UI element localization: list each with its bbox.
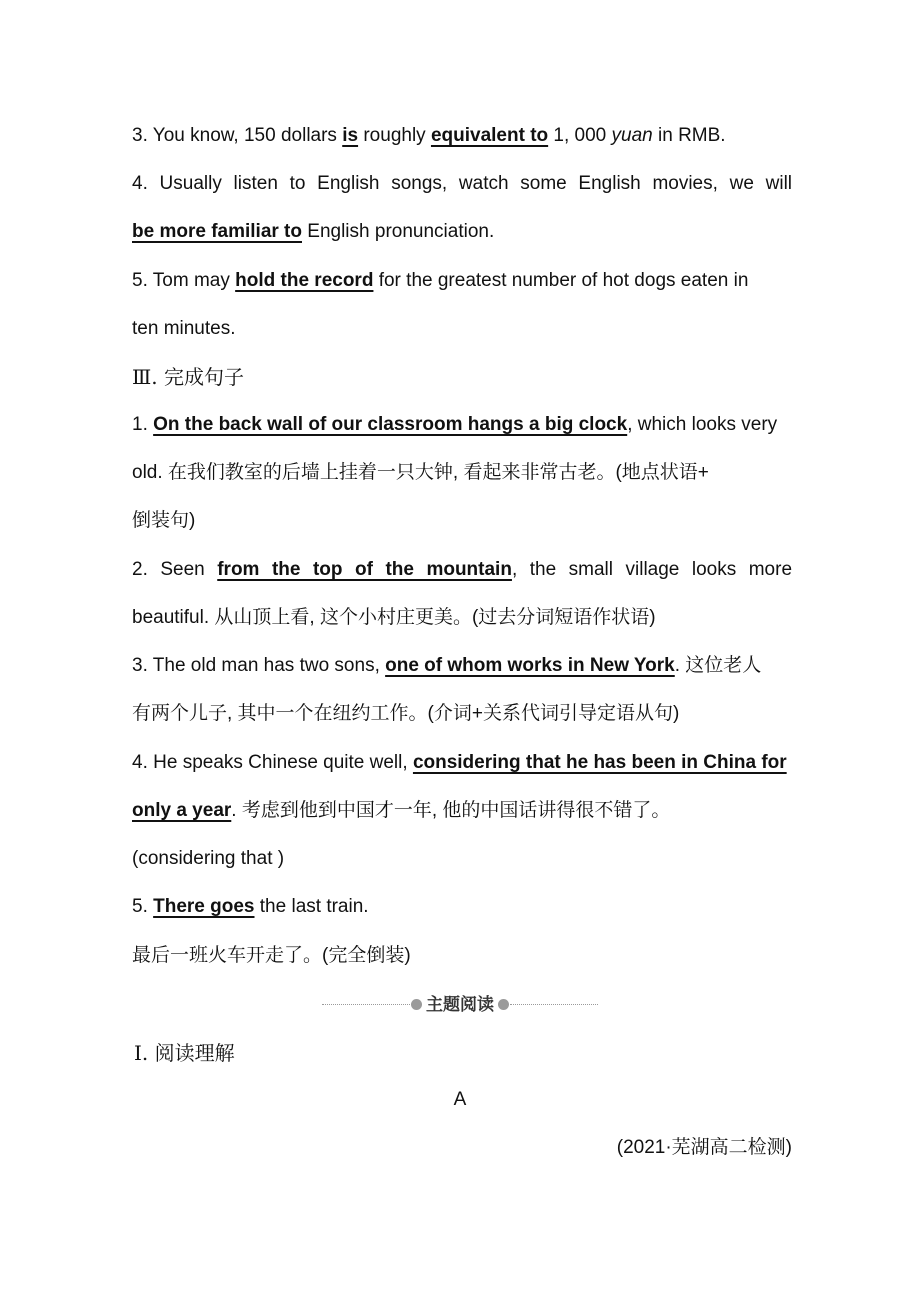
exercise-line-2-5b: ten minutes. <box>132 318 236 339</box>
sentence-2-line-b: beautiful. 从山顶上看, 这个小村庄更美。(过去分词短语作状语) <box>132 607 656 628</box>
exercise-line-2-4b: be more familiar to English pronunciation. <box>132 221 495 242</box>
answer-hold-the-record: hold the record <box>235 270 374 291</box>
passage-label: A <box>453 1089 467 1110</box>
divider-rule-left <box>322 1004 410 1005</box>
sentence-3-line-b: 有两个儿子, 其中一个在纽约工作。(介词+关系代词引导定语从句) <box>132 703 680 724</box>
sentence-4-line-b: only a year. 考虑到他到中国才一年, 他的中国话讲得很不错了。 <box>132 800 671 821</box>
answer-be-more-familiar-to: be more familiar to <box>132 221 302 242</box>
sentence-1-line-c: 倒装句) <box>132 510 196 531</box>
sentence-1-line-a: 1. On the back wall of our classroom hangs a big clock, which looks very <box>132 414 778 435</box>
sentence-5-line-b: 最后一班火车开走了。(完全倒装) <box>132 945 411 966</box>
sentence-1-line-b: old. 在我们教室的后墙上挂着一只大钟, 看起来非常古老。(地点状语+ <box>132 462 709 483</box>
passage-source: (2021·芜湖高二检测) <box>616 1137 792 1158</box>
sentence-2-line-a: 2. Seen from the top of the mountain, the small village looks more <box>132 559 793 580</box>
answer-4-part-b: only a year <box>132 800 232 821</box>
sentence-4-line-a: 4. He speaks Chinese quite well, considering that he has been in China for <box>132 752 787 773</box>
sentence-5-line-a: 5. There goes the last train. <box>132 896 369 917</box>
exercise-line-2-5a: 5. Tom may hold the record for the greatest number of hot dogs eaten in <box>132 270 749 291</box>
section-divider <box>322 990 598 1020</box>
divider-rule-right <box>510 1004 598 1005</box>
sentence-3-line-a: 3. The old man has two sons, one of whom works in New York. 这位老人 <box>132 655 762 676</box>
answer-5: There goes <box>153 896 255 917</box>
section-title-reading: Ⅰ. 阅读理解 <box>134 1041 235 1065</box>
divider-dot-left-icon <box>411 999 422 1010</box>
sentence-4-line-c: (considering that ) <box>132 848 285 869</box>
answer-equivalent-to: equivalent to <box>430 125 549 146</box>
exercise-line-2-4a: 4. Usually listen to English songs, watch some English movies, we will <box>132 173 793 194</box>
answer-2: from the top of the mountain <box>217 559 512 580</box>
divider-label: 主题阅读 <box>426 995 494 1015</box>
answer-3: one of whom works in New York <box>385 655 675 676</box>
exercise-line-2-3: 3. You know, 150 dollars is roughly equivalent to 1, 000 yuan in RMB. <box>132 125 726 146</box>
answer-is: is <box>342 125 359 146</box>
answer-4-part-a: considering that he has been in China for <box>412 752 787 773</box>
divider-dot-right-icon <box>498 999 509 1010</box>
section-title-complete-sentences: Ⅲ. 完成句子 <box>132 365 245 389</box>
answer-1: On the back wall of our classroom hangs a big clock <box>153 414 628 435</box>
